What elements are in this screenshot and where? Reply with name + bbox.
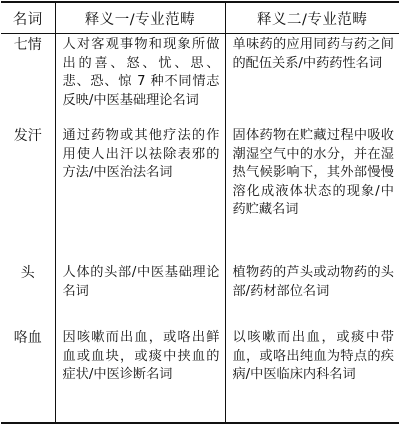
- header-term: 名词: [1, 2, 55, 34]
- table-row: [1, 262, 399, 327]
- table-row: [1, 34, 399, 126]
- header-definition-1: 释义一/专业范畴: [55, 2, 225, 34]
- definition-2-cell: 以咳嗽而出血，或痰中带血，或咯出纯血为特点的疾病/中医临床内科名词: [225, 327, 399, 423]
- header-definition-2: 释义二/专业范畴: [225, 2, 399, 34]
- term-cell: 咯血: [1, 327, 55, 423]
- term-cell: 发汗: [1, 125, 55, 262]
- definition-2-cell: 植物药的芦头或动物药的头部/药材部位名词: [225, 262, 399, 327]
- term-definition-table: [1, 1, 399, 424]
- header-row: [1, 2, 399, 34]
- table-row: [1, 327, 399, 423]
- definition-1-cell: 人对客观事物和现象所做出的喜、怒、忧、思、悲、恐、惊 7 种不同情志反映/中医基础理论名词: [55, 34, 225, 126]
- definition-1-cell: 通过药物或其他疗法的作用使人出汗以祛除表邪的方法/中医治法名词: [55, 125, 225, 262]
- table-row: [1, 125, 399, 262]
- term-cell: 七情: [1, 34, 55, 126]
- definition-2-cell: 固体药物在贮藏过程中吸收潮湿空气中的水分，并在湿热气候影响下，其外部慢慢溶化成液体状态的现象/中药贮藏名词: [225, 125, 399, 262]
- term-cell: 头: [1, 262, 55, 327]
- definition-1-cell: 人体的头部/中医基础理论名词: [55, 262, 225, 327]
- definition-2-cell: 单味药的应用同药与药之间的配伍关系/中药药性名词: [225, 34, 399, 126]
- definition-1-cell: 因咳嗽而出血，或咯出鲜血或血块，或痰中挟血的症状/中医诊断名词: [55, 327, 225, 423]
